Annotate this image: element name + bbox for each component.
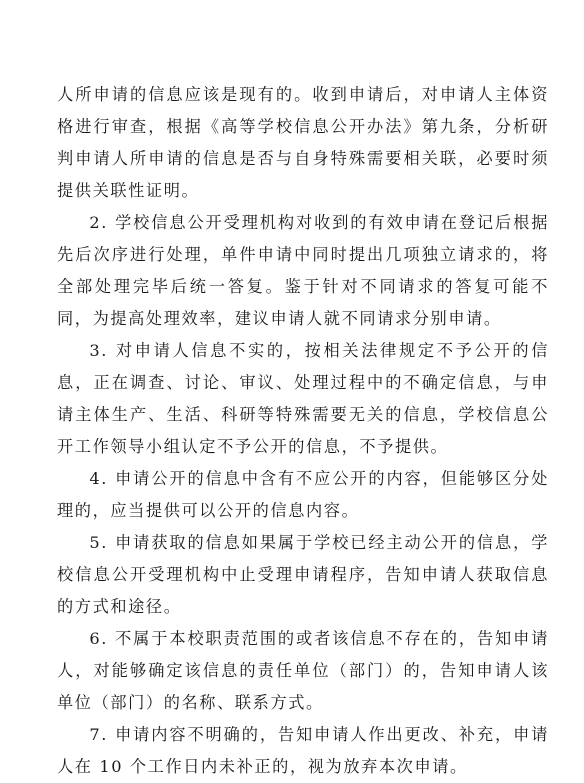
paragraph-item-2: 2. 学校信息公开受理机构对收到的有效申请在登记后根据先后次序进行处理，单件申请中同时提出几项独立请求的，将全部处理完毕后统一答复。鉴于针对不同请求的答复可能不同，为提高处理效率，建议申请人就不同请求分别申请。 (57, 213, 549, 328)
document-body (57, 79, 549, 783)
paragraph-item-5: 5. 申请获取的信息如果属于学校已经主动公开的信息，学校信息公开受理机构中止受理申请程序，告知申请人获取信息的方式和途径。 (57, 533, 549, 616)
paragraph-item-6: 6. 不属于本校职责范围的或者该信息不存在的，告知申请人，对能够确定该信息的责任单位（部门）的，告知申请人该单位（部门）的名称、联系方式。 (57, 629, 549, 712)
paragraph-item-3: 3. 对申请人信息不实的，按相关法律规定不予公开的信息，正在调查、讨论、审议、处理过程中的不确定信息，与申请主体生产、生活、科研等特殊需要无关的信息，学校信息公开工作领导小组认定不予公开的信息，不予提供。 (57, 341, 549, 456)
paragraph-item-7: 7. 申请内容不明确的，告知申请人作出更改、补充，申请人在 10 个工作日内未补正的，视为放弃本次申请。 (57, 725, 549, 776)
paragraph-item-4: 4. 申请公开的信息中含有不应公开的内容，但能够区分处理的，应当提供可以公开的信息内容。 (57, 469, 549, 520)
paragraph-continuation: 人所申请的信息应该是现有的。收到申请后，对申请人主体资格进行审查，根据《高等学校信息公开办法》第九条，分析研判申请人所申请的信息是否与自身特殊需要相关联，必要时须提供关联性证明。 (57, 85, 549, 200)
